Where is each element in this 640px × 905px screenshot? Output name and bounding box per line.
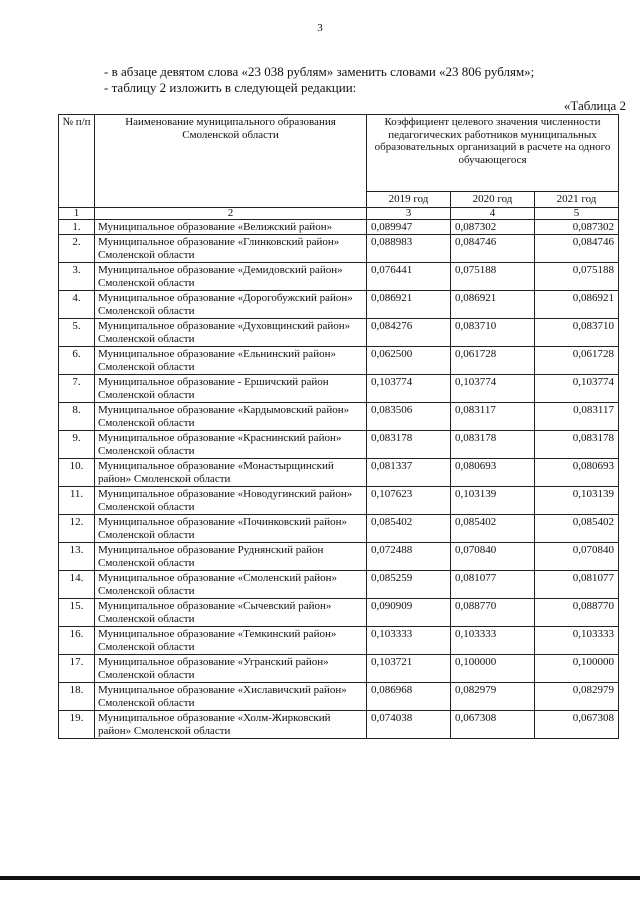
row-number: 9. — [59, 431, 95, 459]
intro-line-1: - в абзаце девятом слова «23 038 рублям» заменить словами «23 806 рублям»; — [104, 64, 535, 79]
municipality-name: Муниципальное образование «Угранский район» Смоленской области — [95, 655, 367, 683]
bottom-border — [0, 876, 640, 880]
value-2019: 0,084276 — [367, 319, 451, 347]
value-2020: 0,103139 — [451, 487, 535, 515]
index-cell: 3 — [367, 207, 451, 219]
header-name: Наименование муниципального образования Смоленской области — [95, 115, 367, 208]
value-2019: 0,089947 — [367, 219, 451, 235]
value-2019: 0,086921 — [367, 291, 451, 319]
municipality-name: Муниципальное образование «Велижский район» — [95, 219, 367, 235]
row-number: 2. — [59, 235, 95, 263]
value-2019: 0,085259 — [367, 571, 451, 599]
municipality-name: Муниципальное образование «Ельнинский район» Смоленской области — [95, 347, 367, 375]
value-2021: 0,084746 — [535, 235, 619, 263]
table-row — [59, 515, 619, 543]
header-num: № п/п — [59, 115, 95, 208]
value-2020: 0,075188 — [451, 263, 535, 291]
row-number: 5. — [59, 319, 95, 347]
table-row — [59, 291, 619, 319]
header-coefficient: Коэффициент целевого значения численности педагогических работников муниципальных образовательных организаций в расчете на одного обучающегося — [367, 115, 619, 192]
municipality-name: Муниципальное образование «Сычевский район» Смоленской области — [95, 599, 367, 627]
municipality-name: Муниципальное образование «Темкинский район» Смоленской области — [95, 627, 367, 655]
table-row — [59, 347, 619, 375]
value-2020: 0,087302 — [451, 219, 535, 235]
value-2021: 0,087302 — [535, 219, 619, 235]
row-number: 14. — [59, 571, 95, 599]
value-2020: 0,084746 — [451, 235, 535, 263]
row-number: 3. — [59, 263, 95, 291]
value-2020: 0,083117 — [451, 403, 535, 431]
value-2020: 0,067308 — [451, 711, 535, 739]
municipality-name: Муниципальное образование «Глинковский район» Смоленской области — [95, 235, 367, 263]
value-2020: 0,080693 — [451, 459, 535, 487]
row-number: 15. — [59, 599, 95, 627]
municipality-name: Муниципальное образование «Смоленский район» Смоленской области — [95, 571, 367, 599]
value-2019: 0,062500 — [367, 347, 451, 375]
value-2020: 0,085402 — [451, 515, 535, 543]
table-row — [59, 487, 619, 515]
value-2019: 0,076441 — [367, 263, 451, 291]
value-2021: 0,083178 — [535, 431, 619, 459]
municipality-name: Муниципальное образование Руднянский район Смоленской области — [95, 543, 367, 571]
table-row — [59, 235, 619, 263]
row-number: 4. — [59, 291, 95, 319]
row-number: 12. — [59, 515, 95, 543]
value-2019: 0,103333 — [367, 627, 451, 655]
municipality-name: Муниципальное образование «Кардымовский район» Смоленской области — [95, 403, 367, 431]
header-year-2019: 2019 год — [367, 192, 451, 208]
value-2021: 0,083117 — [535, 403, 619, 431]
value-2020: 0,083710 — [451, 319, 535, 347]
value-2019: 0,083178 — [367, 431, 451, 459]
value-2019: 0,107623 — [367, 487, 451, 515]
row-number: 8. — [59, 403, 95, 431]
value-2019: 0,083506 — [367, 403, 451, 431]
table-row — [59, 655, 619, 683]
municipality-name: Муниципальное образование «Хиславичский район» Смоленской области — [95, 683, 367, 711]
table-row — [59, 375, 619, 403]
value-2019: 0,103721 — [367, 655, 451, 683]
row-number: 7. — [59, 375, 95, 403]
value-2021: 0,103333 — [535, 627, 619, 655]
value-2020: 0,070840 — [451, 543, 535, 571]
table-row — [59, 571, 619, 599]
table-row — [59, 711, 619, 739]
value-2019: 0,085402 — [367, 515, 451, 543]
municipality-name: Муниципальное образование «Духовщинский район» Смоленской области — [95, 319, 367, 347]
table-body — [59, 219, 619, 739]
row-number: 18. — [59, 683, 95, 711]
value-2020: 0,088770 — [451, 599, 535, 627]
value-2021: 0,083710 — [535, 319, 619, 347]
table-row — [59, 403, 619, 431]
municipality-name: Муниципальное образование «Холм-Жирковский район» Смоленской области — [95, 711, 367, 739]
value-2021: 0,061728 — [535, 347, 619, 375]
value-2020: 0,100000 — [451, 655, 535, 683]
table-row — [59, 543, 619, 571]
table-row — [59, 263, 619, 291]
table-row — [59, 319, 619, 347]
value-2019: 0,081337 — [367, 459, 451, 487]
municipality-name: Муниципальное образование «Новодугинский район» Смоленской области — [95, 487, 367, 515]
page-number: 3 — [317, 22, 323, 34]
value-2019: 0,086968 — [367, 683, 451, 711]
value-2021: 0,081077 — [535, 571, 619, 599]
value-2020: 0,103774 — [451, 375, 535, 403]
index-cell: 4 — [451, 207, 535, 219]
value-2021: 0,100000 — [535, 655, 619, 683]
table-row — [59, 219, 619, 235]
row-number: 19. — [59, 711, 95, 739]
value-2020: 0,081077 — [451, 571, 535, 599]
value-2021: 0,103139 — [535, 487, 619, 515]
row-number: 16. — [59, 627, 95, 655]
value-2019: 0,103774 — [367, 375, 451, 403]
municipality-name: Муниципальное образование «Починковский район» Смоленской области — [95, 515, 367, 543]
table-row — [59, 627, 619, 655]
intro-line-2: - таблицу 2 изложить в следующей редакции: — [104, 80, 357, 95]
value-2021: 0,086921 — [535, 291, 619, 319]
value-2021: 0,088770 — [535, 599, 619, 627]
index-cell: 5 — [535, 207, 619, 219]
value-2019: 0,090909 — [367, 599, 451, 627]
header-year-2020: 2020 год — [451, 192, 535, 208]
row-number: 17. — [59, 655, 95, 683]
municipality-name: Муниципальное образование «Демидовский район» Смоленской области — [95, 263, 367, 291]
header-year-2021: 2021 год — [535, 192, 619, 208]
value-2020: 0,086921 — [451, 291, 535, 319]
table-caption: «Таблица 2 — [563, 98, 626, 113]
row-number: 10. — [59, 459, 95, 487]
coefficients-table — [58, 114, 619, 739]
table-row — [59, 599, 619, 627]
value-2020: 0,061728 — [451, 347, 535, 375]
index-cell: 2 — [95, 207, 367, 219]
value-2021: 0,075188 — [535, 263, 619, 291]
row-number: 13. — [59, 543, 95, 571]
value-2019: 0,074038 — [367, 711, 451, 739]
intro-text — [104, 64, 534, 96]
table-row — [59, 459, 619, 487]
value-2020: 0,082979 — [451, 683, 535, 711]
municipality-name: Муниципальное образование - Ершичский район Смоленской области — [95, 375, 367, 403]
row-number: 1. — [59, 219, 95, 235]
value-2021: 0,080693 — [535, 459, 619, 487]
index-cell: 1 — [59, 207, 95, 219]
value-2021: 0,103774 — [535, 375, 619, 403]
municipality-name: Муниципальное образование «Краснинский район» Смоленской области — [95, 431, 367, 459]
municipality-name: Муниципальное образование «Дорогобужский район» Смоленской области — [95, 291, 367, 319]
value-2020: 0,103333 — [451, 627, 535, 655]
value-2021: 0,070840 — [535, 543, 619, 571]
row-number: 6. — [59, 347, 95, 375]
table-row — [59, 683, 619, 711]
value-2019: 0,072488 — [367, 543, 451, 571]
value-2020: 0,083178 — [451, 431, 535, 459]
value-2021: 0,085402 — [535, 515, 619, 543]
row-number: 11. — [59, 487, 95, 515]
value-2021: 0,067308 — [535, 711, 619, 739]
table-row — [59, 431, 619, 459]
municipality-name: Муниципальное образование «Монастырщинский район» Смоленской области — [95, 459, 367, 487]
value-2019: 0,088983 — [367, 235, 451, 263]
value-2021: 0,082979 — [535, 683, 619, 711]
